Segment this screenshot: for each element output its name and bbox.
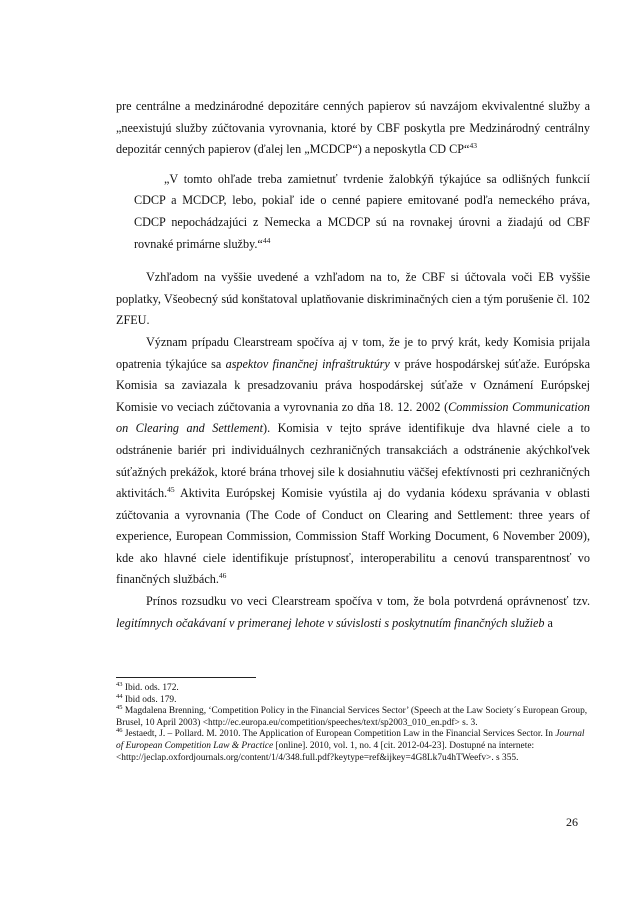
- footnote-43: $^{43}$ Ibid. ods. 172.: [116, 680, 179, 693]
- main-text: [116, 96, 590, 634]
- block-quote: „V tomto ohľade treba zamietnuť tvrdenie žalobkýň týkajúce sa odlišných funkcií CDCP a MCDCP, lebo, pokiaľ ide o cenné papiere emitované podľa nemeckého práva, CDCP nepochádzajúci z Nemecka a MCDCP sú na rovnakej úrovni a žiadajú od CBF rovnaké primárne služby.“$^{44}$: [134, 171, 590, 251]
- footnote-ref-43[interactable]: 43: [469, 141, 477, 151]
- paragraph-clearstream-significance: Význam prípadu Clearstream spočíva aj v tom, že je to prvý krát, kedy Komisia prijala opatrenia týkajúce sa aspektov finančnej infraštruktúry v práve hospodárskej súťaže. Európska Komisia sa zaviazala k presadzovaniu práva hospodárskej súťaže v Oznámení Európskej Komisie vo veciach zúčtovania a vyrovnania zo dňa 18. 12. 2002 (Commission Communication on Clearing and Settlement). Komisia v tejto správe identifikuje dva hlavné ciele a to odstránenie bariér pri individuálnych cezhraničných transakciách a odstránenie akýchkoľvek súťažných prekážok, ktoré brána trhovej sile k dosiahnutiu väčšej efektívnosti pri cezhraničných aktivitách.$^{45}$ Aktivita Európskej Komisie vyústila aj do vydania kódexu správania v oblasti zúčtovania a vyrovnania (The Code of Conduct on Clearing and Settlement: three years of experience, European Commission, Commission Staff Working Document, 6 November 2009), kde ako hlavné ciele identifikuje prístupnosť, interoperabilitu a cenovú transparentnosť vo finančných službách.$^{46}$: [116, 334, 591, 587]
- paragraph-discrimination: Vzhľadom na vyššie uvedené a vzhľadom na to, že CBF si účtovala voči EB vyššie poplatky, Všeobecný súd konštatoval uplatňovanie diskriminačných cien a tým porušenie čl. 102 ZFEU.: [116, 270, 590, 328]
- footnote-44: $^{44}$ Ibid ods. 179.: [116, 692, 177, 705]
- paragraph-continued: pre centrálne a medzinárodné depozitáre cenných papierov sú navzájom ekvivalentné služby a „neexistujú služby zúčtovania vyrovnania, ktoré by CBF poskytla pre Medzinárodný centrálny depozitár cenných papierov (ďalej len „MCDCP“) a neposkytla CD CP“$^{43}$: [116, 99, 590, 157]
- footnote-46-link[interactable]: <http://jeclap.oxfordjournals.org/content/1/4/348.full.pdf?keytype=ref&ijkey=4G8Lk7u4hTWeefv>. s 355.: [116, 752, 519, 763]
- paragraph-judgment-contribution: Prínos rozsudku vo veci Clearstream spočíva v tom, že bola potvrdená oprávnenosť tzv. legitímnych očakávaní v primeranej lehote v súvislosti s poskytnutím finančných služieb a: [116, 594, 590, 630]
- footnotes: [116, 680, 590, 764]
- footnote-46: $^{46}$ Jestaedt, J. – Pollard. M. 2010. The Application of European Competition Law in the Financial Services Sector. In Journal of European Competition Law & Practice [online]. 2010, vol. 1, no. 4 [cit. 2012-04-23]. Dostupné na internete: <http://jeclap.oxfordjournals.org/content/1/4/348.full.pdf?keytype=ref&ijkey=4G8Lk7u4hTWeefv>. s 355.: [116, 727, 585, 763]
- footnote-ref-45[interactable]: 45: [167, 485, 175, 495]
- footnote-ref-46[interactable]: 46: [218, 571, 227, 581]
- footnote-ref-44[interactable]: 44: [262, 235, 271, 245]
- footnote-separator: [116, 677, 256, 678]
- page-number: 26: [566, 815, 578, 829]
- footnote-45: $^{45}$ Magdalena Brenning, ‘Competition Policy in the Financial Services Sector’ (Speech at the Law Society´s European Group, Brusel, 10 April 2003) <http://ec.europa.eu/competition/speeches/text/sp2003_010_en.pdf> s. 3.: [116, 704, 588, 728]
